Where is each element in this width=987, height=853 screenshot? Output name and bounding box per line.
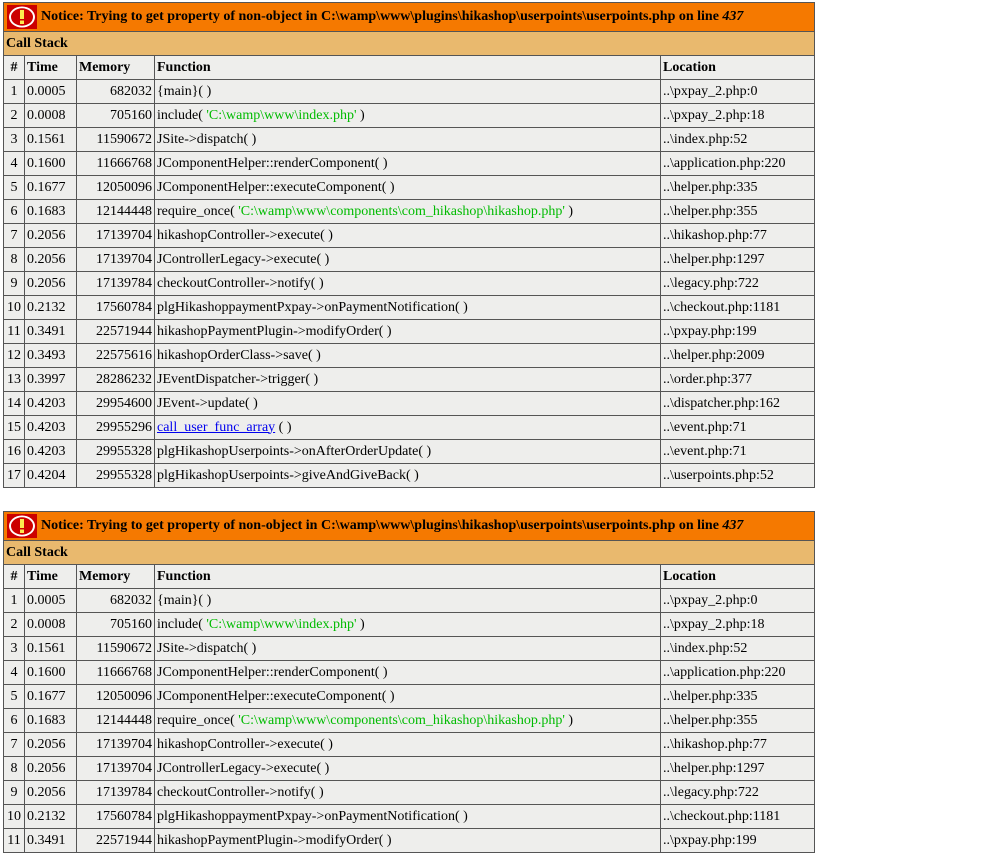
frame-number: 7 xyxy=(4,733,25,757)
callstack-row-entry xyxy=(4,392,815,416)
callstack-header-row xyxy=(4,565,815,589)
frame-time: 0.4204 xyxy=(25,464,77,488)
callstack-row-entry xyxy=(4,272,815,296)
function-name: hikashopOrderClass->save( ) xyxy=(157,347,321,363)
frame-time: 0.2132 xyxy=(25,805,77,829)
frame-memory: 12050096 xyxy=(77,685,155,709)
frame-location: ..\hikashop.php:77 xyxy=(661,224,815,248)
frame-memory: 682032 xyxy=(77,80,155,104)
function-name: require_once( xyxy=(157,712,239,728)
function-argument: 'C:\wamp\www\index.php' xyxy=(206,107,357,123)
callstack-row-entry xyxy=(4,104,815,128)
callstack-row-entry xyxy=(4,757,815,781)
frame-location: ..\checkout.php:1181 xyxy=(661,296,815,320)
callstack-row-entry xyxy=(4,200,815,224)
frame-number: 8 xyxy=(4,757,25,781)
function-name: plgHikashoppaymentPxpay->onPaymentNotification( ) xyxy=(157,299,468,315)
callstack-row xyxy=(4,32,815,56)
callstack-row-entry xyxy=(4,248,815,272)
function-name: require_once( xyxy=(157,203,239,219)
frame-function xyxy=(155,128,661,152)
frame-location: ..\helper.php:355 xyxy=(661,200,815,224)
function-close: ( ) xyxy=(275,419,292,435)
frame-function xyxy=(155,176,661,200)
function-close: ) xyxy=(356,107,365,123)
callstack-label: Call Stack xyxy=(4,32,815,56)
frame-number: 15 xyxy=(4,416,25,440)
callstack-row-entry xyxy=(4,829,815,853)
callstack-row-entry xyxy=(4,805,815,829)
callstack-row-entry xyxy=(4,464,815,488)
frame-time: 0.1683 xyxy=(25,709,77,733)
frame-function xyxy=(155,589,661,613)
function-name: JEventDispatcher->trigger( ) xyxy=(157,371,319,387)
notice-line-number: 437 xyxy=(722,9,744,24)
frame-memory: 705160 xyxy=(77,104,155,128)
xdebug-notice-table xyxy=(3,511,815,853)
column-header-num: # xyxy=(4,56,25,80)
callstack-row-entry xyxy=(4,685,815,709)
frame-function xyxy=(155,296,661,320)
frame-memory: 17560784 xyxy=(77,296,155,320)
frame-time: 0.0008 xyxy=(25,613,77,637)
frame-location: ..\pxpay_2.php:18 xyxy=(661,613,815,637)
frame-time: 0.2132 xyxy=(25,296,77,320)
function-name: plgHikashopUserpoints->giveAndGiveBack( ) xyxy=(157,467,419,483)
frame-number: 5 xyxy=(4,176,25,200)
frame-function xyxy=(155,392,661,416)
function-name: include( xyxy=(157,616,207,632)
notice-header xyxy=(4,3,815,32)
function-name: JSite->dispatch( ) xyxy=(157,640,257,656)
notice-row xyxy=(4,3,815,32)
frame-memory: 29955328 xyxy=(77,440,155,464)
frame-time: 0.3997 xyxy=(25,368,77,392)
function-name: plgHikashoppaymentPxpay->onPaymentNotification( ) xyxy=(157,808,468,824)
php-manual-link[interactable]: call_user_func_array xyxy=(157,419,276,435)
frame-location: ..\event.php:71 xyxy=(661,416,815,440)
frame-memory: 17139784 xyxy=(77,781,155,805)
frame-time: 0.4203 xyxy=(25,392,77,416)
frame-number: 17 xyxy=(4,464,25,488)
notice-message: Notice: Trying to get property of non-object in C:\wamp\www\plugins\hikashop\userpoints\userpoints.php on line xyxy=(41,518,719,533)
frame-function xyxy=(155,733,661,757)
frame-time: 0.2056 xyxy=(25,248,77,272)
frame-number: 2 xyxy=(4,104,25,128)
frame-location: ..\pxpay_2.php:18 xyxy=(661,104,815,128)
function-argument: 'C:\wamp\www\components\com_hikashop\hikashop.php' xyxy=(238,203,565,219)
function-name: JComponentHelper::executeComponent( ) xyxy=(157,179,395,195)
callstack-label: Call Stack xyxy=(4,541,815,565)
frame-memory: 22575616 xyxy=(77,344,155,368)
frame-number: 8 xyxy=(4,248,25,272)
callstack-row-entry xyxy=(4,80,815,104)
callstack-row-entry xyxy=(4,176,815,200)
function-name: JComponentHelper::executeComponent( ) xyxy=(157,688,395,704)
frame-memory: 705160 xyxy=(77,613,155,637)
frame-function xyxy=(155,464,661,488)
function-close: ) xyxy=(356,616,365,632)
frame-memory: 11590672 xyxy=(77,128,155,152)
error-exclamation-icon xyxy=(7,514,37,538)
frame-memory: 11666768 xyxy=(77,661,155,685)
frame-function xyxy=(155,685,661,709)
function-name: {main}( ) xyxy=(157,592,212,608)
function-name: JComponentHelper::renderComponent( ) xyxy=(157,155,388,171)
frame-number: 4 xyxy=(4,661,25,685)
callstack-row-entry xyxy=(4,320,815,344)
frame-time: 0.1561 xyxy=(25,637,77,661)
frame-number: 2 xyxy=(4,613,25,637)
frame-time: 0.3491 xyxy=(25,829,77,853)
frame-location: ..\helper.php:335 xyxy=(661,685,815,709)
function-name: checkoutController->notify( ) xyxy=(157,275,324,291)
frame-function xyxy=(155,829,661,853)
frame-number: 3 xyxy=(4,128,25,152)
notice-header xyxy=(4,512,815,541)
callstack-row-entry xyxy=(4,368,815,392)
callstack-row-entry xyxy=(4,224,815,248)
frame-number: 9 xyxy=(4,272,25,296)
column-header-function: Function xyxy=(155,56,661,80)
frame-function xyxy=(155,416,661,440)
frame-time: 0.1683 xyxy=(25,200,77,224)
frame-number: 11 xyxy=(4,320,25,344)
frame-location: ..\legacy.php:722 xyxy=(661,272,815,296)
frame-location: ..\pxpay_2.php:0 xyxy=(661,80,815,104)
frame-location: ..\helper.php:2009 xyxy=(661,344,815,368)
frame-time: 0.1561 xyxy=(25,128,77,152)
frame-memory: 22571944 xyxy=(77,829,155,853)
frame-memory: 17139704 xyxy=(77,757,155,781)
callstack-row-entry xyxy=(4,344,815,368)
frame-memory: 29954600 xyxy=(77,392,155,416)
function-close: ) xyxy=(564,203,574,219)
frame-number: 7 xyxy=(4,224,25,248)
frame-location: ..\pxpay_2.php:0 xyxy=(661,589,815,613)
frame-time: 0.2056 xyxy=(25,733,77,757)
frame-location: ..\pxpay.php:199 xyxy=(661,320,815,344)
xdebug-notice-table xyxy=(3,2,815,488)
frame-location: ..\index.php:52 xyxy=(661,637,815,661)
callstack-row-entry xyxy=(4,128,815,152)
frame-time: 0.4203 xyxy=(25,440,77,464)
frame-time: 0.4203 xyxy=(25,416,77,440)
column-header-function: Function xyxy=(155,565,661,589)
frame-function xyxy=(155,781,661,805)
frame-number: 13 xyxy=(4,368,25,392)
frame-memory: 17139704 xyxy=(77,248,155,272)
frame-time: 0.3491 xyxy=(25,320,77,344)
callstack-row-entry xyxy=(4,637,815,661)
frame-location: ..\order.php:377 xyxy=(661,368,815,392)
callstack-row-entry xyxy=(4,589,815,613)
frame-number: 14 xyxy=(4,392,25,416)
frame-memory: 17139704 xyxy=(77,733,155,757)
frame-location: ..\helper.php:335 xyxy=(661,176,815,200)
frame-function xyxy=(155,104,661,128)
function-name: JComponentHelper::renderComponent( ) xyxy=(157,664,388,680)
function-name: {main}( ) xyxy=(157,83,212,99)
frame-memory: 682032 xyxy=(77,589,155,613)
error-exclamation-icon xyxy=(7,5,37,29)
function-name: include( xyxy=(157,107,207,123)
frame-location: ..\hikashop.php:77 xyxy=(661,733,815,757)
function-name: JSite->dispatch( ) xyxy=(157,131,257,147)
function-argument: 'C:\wamp\www\index.php' xyxy=(206,616,357,632)
frame-function xyxy=(155,248,661,272)
callstack-row xyxy=(4,541,815,565)
function-name: JControllerLegacy->execute( ) xyxy=(157,251,330,267)
frame-memory: 17560784 xyxy=(77,805,155,829)
frame-memory: 17139704 xyxy=(77,224,155,248)
function-name: JEvent->update( ) xyxy=(157,395,258,411)
frame-memory: 12050096 xyxy=(77,176,155,200)
frame-number: 5 xyxy=(4,685,25,709)
notice-message: Notice: Trying to get property of non-object in C:\wamp\www\plugins\hikashop\userpoints\userpoints.php on line xyxy=(41,9,719,24)
frame-location: ..\legacy.php:722 xyxy=(661,781,815,805)
frame-time: 0.2056 xyxy=(25,224,77,248)
frame-time: 0.0005 xyxy=(25,80,77,104)
frame-time: 0.3493 xyxy=(25,344,77,368)
function-name: hikashopPaymentPlugin->modifyOrder( ) xyxy=(157,323,392,339)
frame-function xyxy=(155,709,661,733)
callstack-row-entry xyxy=(4,152,815,176)
function-name: hikashopController->execute( ) xyxy=(157,736,333,752)
frame-function xyxy=(155,152,661,176)
callstack-row-entry xyxy=(4,709,815,733)
frame-number: 16 xyxy=(4,440,25,464)
frame-memory: 12144448 xyxy=(77,200,155,224)
frame-location: ..\helper.php:1297 xyxy=(661,248,815,272)
function-name: plgHikashopUserpoints->onAfterOrderUpdate( ) xyxy=(157,443,432,459)
frame-location: ..\helper.php:1297 xyxy=(661,757,815,781)
frame-location: ..\index.php:52 xyxy=(661,128,815,152)
function-close: ) xyxy=(564,712,574,728)
function-name: JControllerLegacy->execute( ) xyxy=(157,760,330,776)
callstack-row-entry xyxy=(4,733,815,757)
frame-time: 0.1600 xyxy=(25,661,77,685)
frame-time: 0.2056 xyxy=(25,272,77,296)
frame-function xyxy=(155,200,661,224)
frame-number: 3 xyxy=(4,637,25,661)
frame-location: ..\helper.php:355 xyxy=(661,709,815,733)
function-argument: 'C:\wamp\www\components\com_hikashop\hikashop.php' xyxy=(238,712,565,728)
frame-function xyxy=(155,805,661,829)
frame-location: ..\event.php:71 xyxy=(661,440,815,464)
callstack-row-entry xyxy=(4,613,815,637)
callstack-row-entry xyxy=(4,416,815,440)
column-header-time: Time xyxy=(25,56,77,80)
frame-time: 0.1677 xyxy=(25,685,77,709)
frame-function xyxy=(155,440,661,464)
frame-function xyxy=(155,368,661,392)
frame-location: ..\application.php:220 xyxy=(661,152,815,176)
frame-memory: 17139784 xyxy=(77,272,155,296)
callstack-row-entry xyxy=(4,661,815,685)
frame-memory: 29955296 xyxy=(77,416,155,440)
callstack-row-entry xyxy=(4,296,815,320)
column-header-location: Location xyxy=(661,56,815,80)
frame-function xyxy=(155,224,661,248)
frame-function xyxy=(155,757,661,781)
frame-function xyxy=(155,637,661,661)
column-header-time: Time xyxy=(25,565,77,589)
callstack-header-row xyxy=(4,56,815,80)
column-header-location: Location xyxy=(661,565,815,589)
frame-number: 6 xyxy=(4,200,25,224)
column-header-memory: Memory xyxy=(77,56,155,80)
callstack-row-entry xyxy=(4,781,815,805)
frame-number: 10 xyxy=(4,296,25,320)
frame-memory: 22571944 xyxy=(77,320,155,344)
frame-time: 0.2056 xyxy=(25,781,77,805)
frame-memory: 12144448 xyxy=(77,709,155,733)
frame-memory: 11590672 xyxy=(77,637,155,661)
frame-function xyxy=(155,80,661,104)
frame-location: ..\userpoints.php:52 xyxy=(661,464,815,488)
column-header-num: # xyxy=(4,565,25,589)
notice-row xyxy=(4,512,815,541)
function-name: hikashopPaymentPlugin->modifyOrder( ) xyxy=(157,832,392,848)
frame-number: 12 xyxy=(4,344,25,368)
frame-function xyxy=(155,272,661,296)
frame-function xyxy=(155,661,661,685)
frame-time: 0.0008 xyxy=(25,104,77,128)
frame-number: 11 xyxy=(4,829,25,853)
frame-number: 4 xyxy=(4,152,25,176)
frame-time: 0.2056 xyxy=(25,757,77,781)
notice-line-number: 437 xyxy=(722,518,744,533)
frame-function xyxy=(155,344,661,368)
frame-location: ..\dispatcher.php:162 xyxy=(661,392,815,416)
frame-number: 1 xyxy=(4,589,25,613)
frame-function xyxy=(155,613,661,637)
function-name: checkoutController->notify( ) xyxy=(157,784,324,800)
frame-location: ..\application.php:220 xyxy=(661,661,815,685)
frame-number: 6 xyxy=(4,709,25,733)
function-name: hikashopController->execute( ) xyxy=(157,227,333,243)
frame-location: ..\checkout.php:1181 xyxy=(661,805,815,829)
frame-location: ..\pxpay.php:199 xyxy=(661,829,815,853)
frame-memory: 29955328 xyxy=(77,464,155,488)
callstack-row-entry xyxy=(4,440,815,464)
frame-memory: 11666768 xyxy=(77,152,155,176)
frame-time: 0.1677 xyxy=(25,176,77,200)
frame-time: 0.1600 xyxy=(25,152,77,176)
frame-number: 10 xyxy=(4,805,25,829)
frame-time: 0.0005 xyxy=(25,589,77,613)
frame-function xyxy=(155,320,661,344)
column-header-memory: Memory xyxy=(77,565,155,589)
frame-number: 9 xyxy=(4,781,25,805)
frame-number: 1 xyxy=(4,80,25,104)
frame-memory: 28286232 xyxy=(77,368,155,392)
